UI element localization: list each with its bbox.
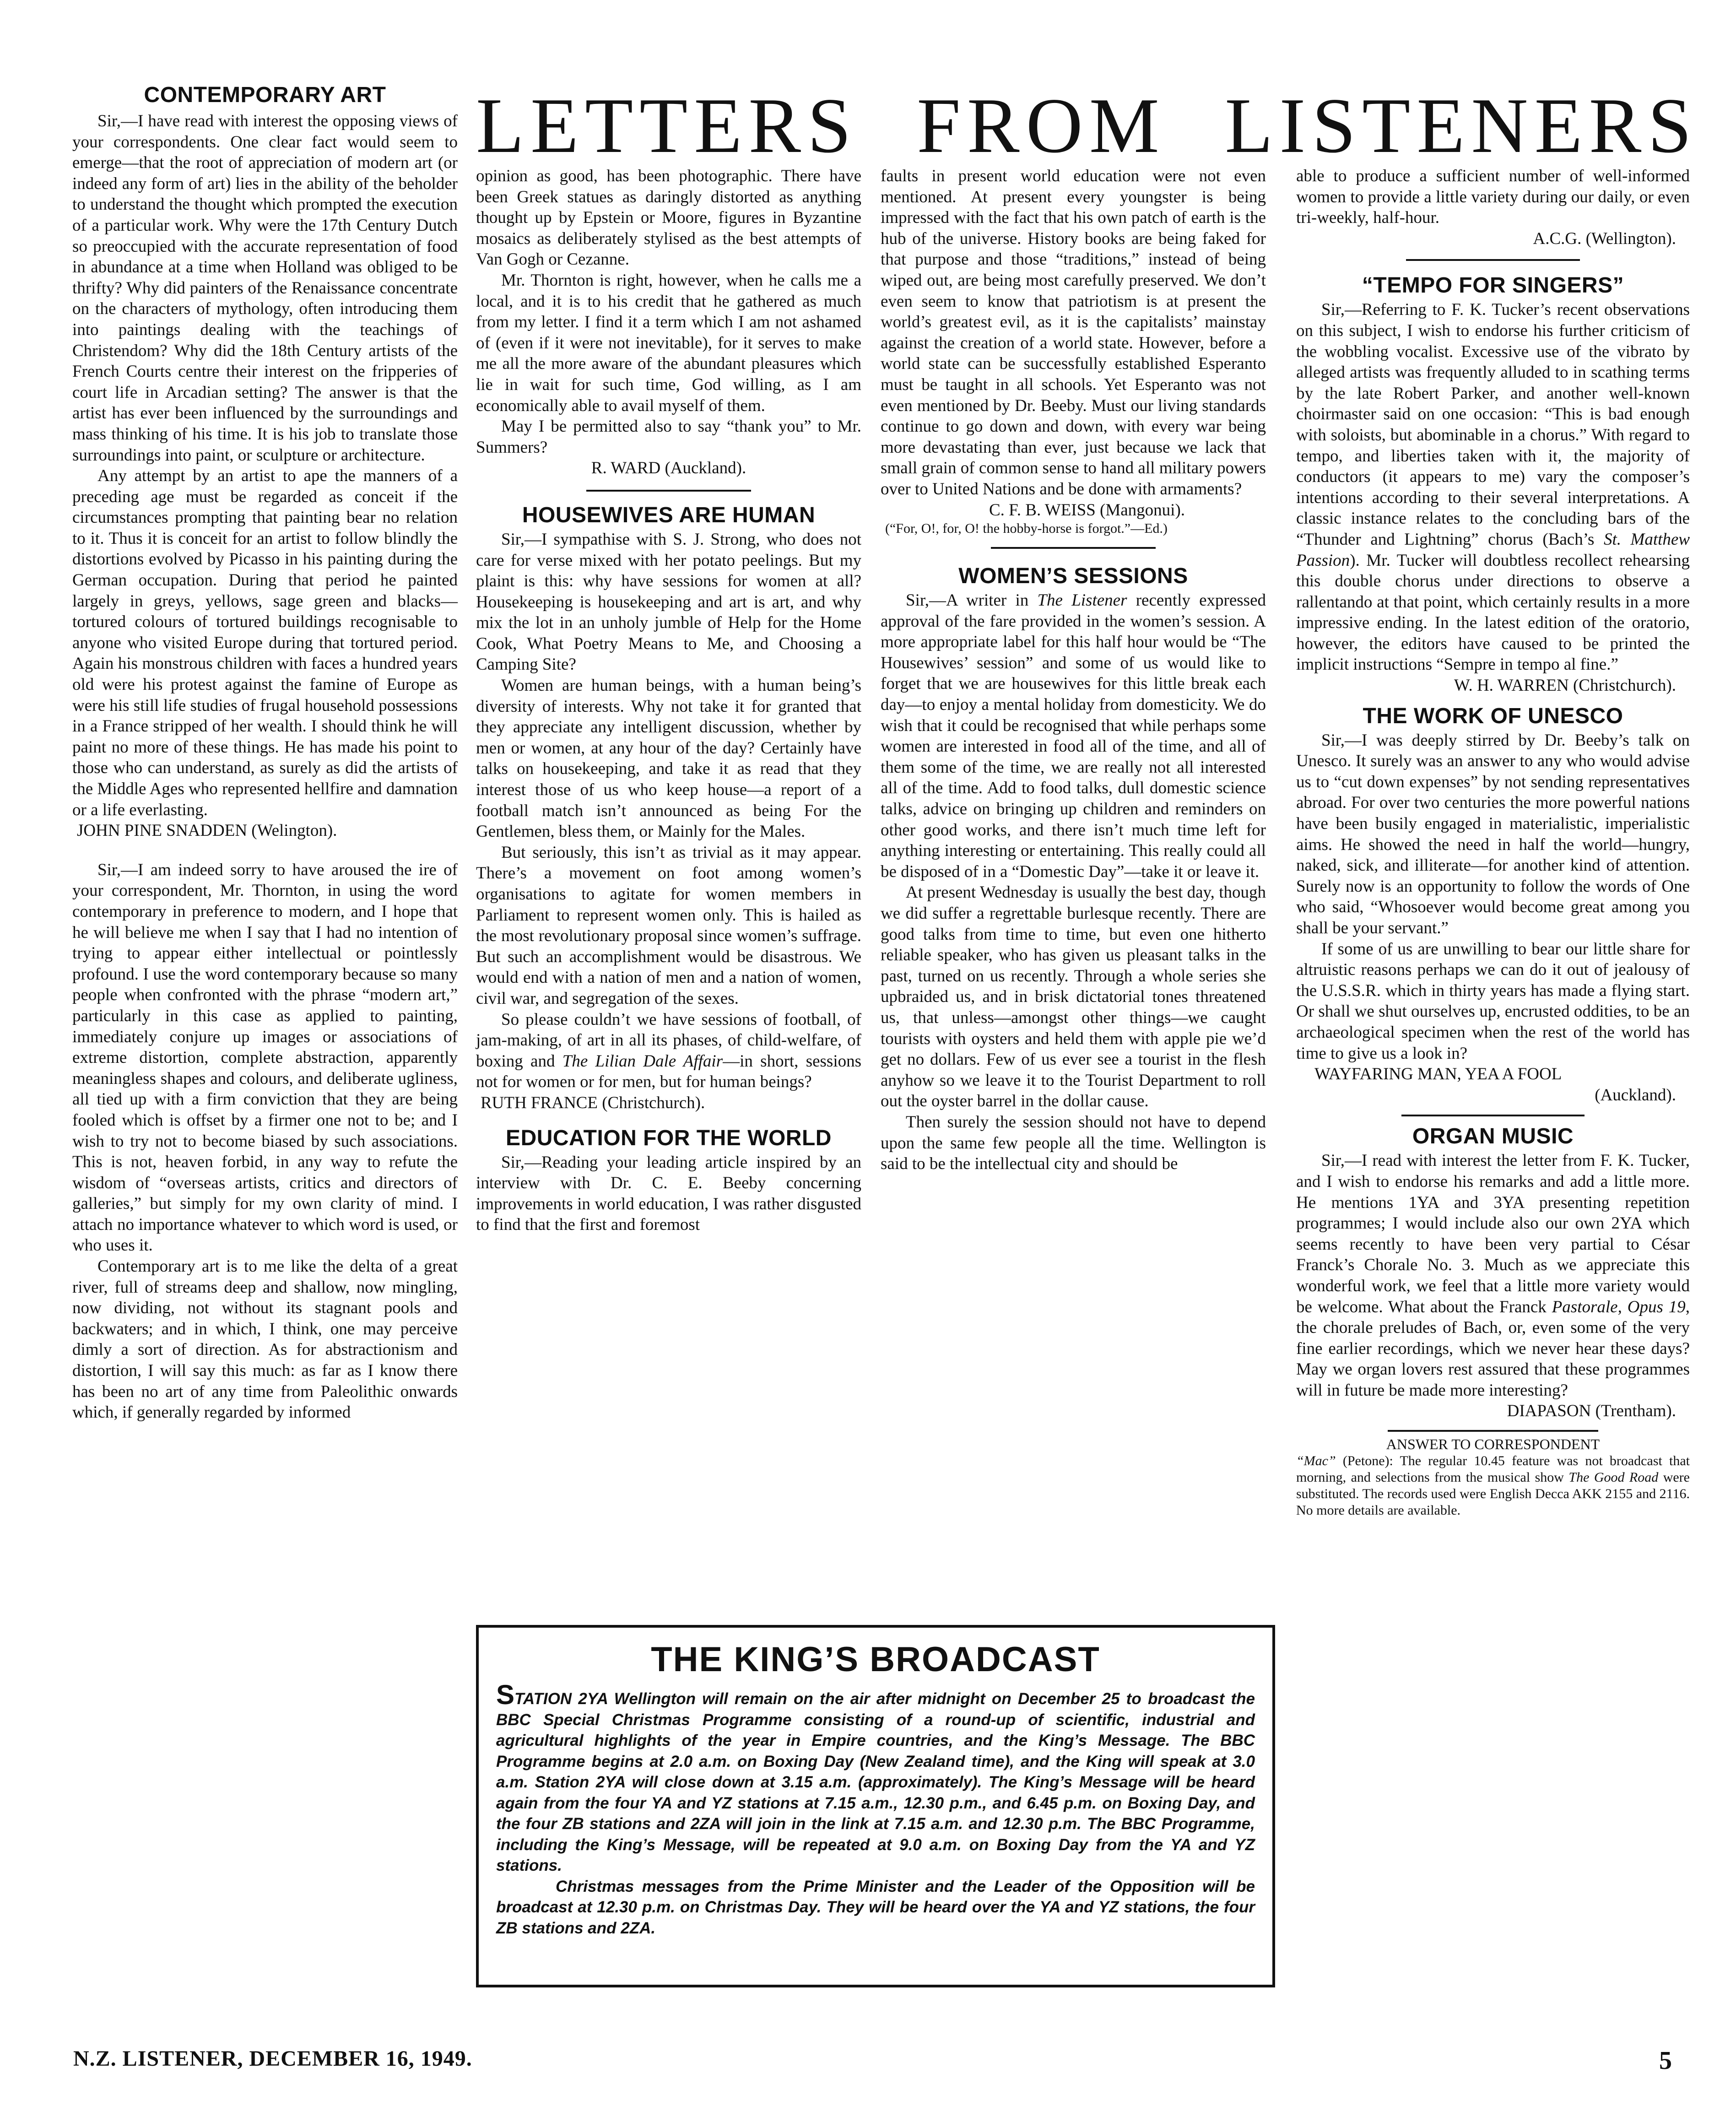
kings-broadcast-paragraph	[496, 1679, 1255, 1876]
kings-broadcast-paragraph: Christmas messages from the Prime Minister and the Leader of the Opposition will be broadcast at 12.30 p.m. on Christmas Day. They will be heard over the YA and YZ stations, the four ZB stations and 2ZA.	[496, 1877, 1255, 1937]
letter-paragraph: Any attempt by an artist to ape the manners of a preceding age must be regarded as conceit if the circumstances prompting that painting bear no relation to it. Thus it is conceit for an artist to follow blindly the distortions evolved by Picasso in his painting during the German occupation. During that period he painted largely in greys, yellows, sage green and blacks—tortured colours of tortured buildings recognisable to anyone who visited Europe during that tortured period. Again his monstrous children with faces a hundred years old were his protest against the famine of Europe as were his still life studies of frugal household possessions in a France stripped of her wealth. I should think he will paint no more of these things. He has made his point to those who can understand, as surely as did the artists of the Middle Ages who represented hellfire and damnation or a life everlasting.	[72, 466, 458, 819]
letter-signature: WAYFARING MAN, YEA A FOOL	[1314, 1065, 1562, 1084]
letter-paragraph: Sir,—Reading your leading article inspired by an interview with Dr. C. E. Beeby concerning improvements in world education, I was rather disgusted to find that the first and foremost	[476, 1153, 861, 1234]
letter-paragraph: At present Wednesday is usually the best day, though we did suffer a regrettable burlesque recently. There are good talks from time to time, but even one hitherto reliable speaker, who has given us pleasant talks in the past, turned on us recently. Through a whole series she upbraided us, and in brisk dictatorial tones threatened us, that unless—amongst other things—we caught tourists with oysters and held them with apple pie we’d get no dollars. Few of us ever see a tourist in the flesh anyhow so we leave it to the Tourist Department to roll out the oyster barrel in the dollar cause.	[881, 883, 1266, 1111]
kings-broadcast-box	[476, 1625, 1275, 1987]
text-run: So please couldn’t we have sessions of football, of jam-making, of art in all its phases, of child-welfare, of boxing and	[476, 1010, 861, 1071]
text-run: Sir,—Referring to F. K. Tucker’s recent observations on this subject, I wish to endorse his further criticism of the wobbling vocalist. Excessive use of the vibrato by alleged artists was frequently alluded to in scathing terms by the late Robert Parker, and another well-known choirmaster said on one occasion: “This is bad enough with soloists, but abominable in a chorus.” With regard to tempo, and liberties taken with it, the majority of conductors (it appears to me) vary the composer’s intentions according to their several interpretations. A classic instance relates to the concluding bars of the “Thunder and Lightning” chorus (Bach’s	[1296, 300, 1690, 549]
editor-note: (“For, O!, for, O! the hobby-horse is forgot.”—Ed.)	[885, 521, 1168, 536]
letter-paragraph: faults in present world education were not even mentioned. At present every youngster is being impressed with the fact that his own patch of earth is the hub of the universe. History books are being faked for that purpose and those “traditions,” instead of being wiped out, are being most carefully preserved. We don’t even seem to know that patriotism is at present the world’s greatest evil, as it is the capitalists’ mainstay against the creation of a world state. However, before a world state can be successfully established Esperanto must be taught in all schools. Yet Esperanto was not even mentioned by Dr. Beeby. Must our living standards continue to go down and down, with every war being more devastating than ever, just because we lack that small grain of common sense to hand all military powers over to United Nations and be done with armaments?	[881, 167, 1266, 498]
column-2	[476, 166, 861, 1235]
italic-title: The Listener	[1037, 591, 1127, 610]
text-run: —in short, sessions not for women or for men, but for human beings?	[476, 1051, 862, 1092]
text-run: TATION 2YA Wellington will remain on the air after midnight on December 25 to broadcast the BBC Special Christmas Programme consisting of a round-up of scientific, industrial and agricultural highlights of the year in Empire countries, and the King’s Message. The BBC Programme begins at 2.0 a.m. on Boxing Day (New Zealand time), and the King will speak at 3.0 a.m. Station 2YA will close down at 3.15 a.m. (approximately). The King’s Message will be heard again from the four YA and YZ stations at 7.15 a.m., 12.30 p.m., and 6.45 p.m. on Boxing Day, and the four ZB stations and 2ZA will join in the link at 7.15 a.m. and 12.30 p.m. The BBC Programme, including the King’s Message, will be repeated at 9.0 a.m. on Boxing Day from the YA and YZ stations.	[496, 1690, 1255, 1874]
kings-broadcast-title: THE KING’S BROADCAST	[651, 1640, 1100, 1679]
letter-paragraph: But seriously, this isn’t as trivial as it may appear. There’s a movement on foot among women’s organisations to agitate for women members in Parliament to represent women only. This is hailed as the most revolutionary proposal since women’s suffrage. But such an accomplishment would be disastrous. We would end with a nation of men and a nation of women, civil war, and segregation of the sexes.	[476, 843, 861, 1008]
letter-paragraph: able to produce a sufficient number of well-informed women to provide a little variety during our daily, or even tri-weekly, half-hour.	[1296, 167, 1690, 227]
letter-signature: RUTH FRANCE (Christchurch).	[481, 1093, 705, 1112]
heading-housewives-are-human: HOUSEWIVES ARE HUMAN	[522, 503, 816, 527]
italic-title: Pastorale, Opus 19	[1552, 1297, 1686, 1316]
letter-paragraph: Sir,—I have read with interest the opposing views of your correspondents. One clear fact would seem to emerge—that the root of appreciation of modern art (or indeed any form of art) lies in the ability of the beholder to understand the thought which prompted the execution of a particular work. Why were the 17th Century Dutch so preoccupied with the accurate representation of food in abundance at a time when Holland was obliged to be thrifty? Why did painters of the Renaissance concentrate on the characters of mythology, often introducing them into paintings dealing with the teachings of Christendom? Why did the 18th Century artists of the French Courts centre their interest on the fripperies of court life in Arcadian setting? The answer is that the artist has ever been influenced by the surroundings and mass thinking of his time. It is his job to translate those surroundings into paint, or sculpture or architecture.	[72, 112, 458, 465]
letter-paragraph: If some of us are unwilling to bear our little share for altruistic reasons perhaps we can do it out of jealousy of the U.S.S.R. which in thirty years has made a flying start. Or shall we shut ourselves up, encrusted oddities, to be an archaeological specimen when the rest of the world has time to give us a look in?	[1296, 939, 1690, 1063]
text-run: Sir,—A writer in	[906, 591, 1038, 610]
letter-paragraph: Contemporary art is to me like the delta of a great river, full of streams deep and shallow, now mingling, now dividing, not without its stagnant pools and backwaters; and in which, I think, one may perceive dimly a sort of direction. As for abstractionism and distortion, I will say this much: as far as I know there has been no art of any time from Paleolithic onwards which, if generally regarded by informed	[72, 1257, 458, 1422]
answer-to-correspondent-title: ANSWER TO CORRESPONDENT	[1386, 1436, 1600, 1453]
page-number: 5	[1659, 2046, 1672, 2075]
drop-cap: S	[496, 1679, 515, 1710]
letter-paragraph: opinion as good, has been photographic. There have been Greek statues as daringly distorted as anything thought up by Epstein or Moore, figures in Byzantine mosaics as deliberately stylised as the best attempts of Van Gogh or Cezanne.	[476, 167, 861, 269]
divider	[586, 490, 751, 492]
letter-paragraph: Mr. Thornton is right, however, when he calls me a local, and it is to his credit that he gathered as much from my letter. I find it a term which I am not ashamed of (even if it were not inevitable), for it serves to make me all the more aware of the abundant pleasures which lie in wait for such time, God willing, as I am economically able to avail myself of them.	[476, 271, 861, 415]
letter-paragraph: Then surely the session should not have to depend upon the same few people all the time. Wellington is said to be the intellectual city and should be	[881, 1112, 1266, 1174]
letter-paragraph: May I be permitted also to say “thank you” to Mr. Summers?	[476, 417, 861, 457]
heading-contemporary-art: CONTEMPORARY ART	[144, 83, 386, 107]
letter-paragraph	[1296, 299, 1690, 675]
letter-paragraph	[881, 590, 1266, 882]
heading-education-for-the-world: EDUCATION FOR THE WORLD	[506, 1126, 832, 1150]
letter-paragraph: Sir,—I am indeed sorry to have aroused the ire of your correspondent, Mr. Thornton, in using the word contemporary in preference to modern, and I hope that he will believe me when I say that I had no intention of trying to appear either intellectual or pointlessly profound. I use the word contemporary because so many people when confronted with the phrase “modern art,” particularly in this case as applied to painting, immediately conjure up images or associations of extreme distortion, complete abstraction, apparently meaningless shapes and colours, and deliberate ugliness, all tied up with a firm conviction that they are being fooled which is offset by a firmer one not to be; and I wish to try not to become biased by such associations. This is not, heaven forbid, in any way to refute the wisdom of “overseas artists, critics and directors of galleries,” but simply for my own clarity of mind. I attach no importance whatever to which word is used, or who uses it.	[72, 860, 458, 1255]
page-banner-title	[476, 82, 1698, 169]
letter-signature: C. F. B. WEISS (Mangonui).	[989, 500, 1185, 520]
divider	[1401, 1115, 1585, 1116]
text-run: Sir,—I read with interest the letter from F. K. Tucker, and I wish to endorse his remarks and add a little more. He mentions 1YA and 3YA presenting repetition programmes; I would include also our own 2YA which seems recently to have been very partial to César Franck’s Chorale No. 3. Much as we appreciate this wonderful work, we feel that a little more variety would be welcome. What about the Franck	[1296, 1151, 1690, 1316]
banner-word-3: LISTENERS	[1225, 82, 1698, 169]
letter-signature: A.C.G. (Wellington).	[1533, 229, 1676, 248]
letter-paragraph	[476, 1009, 861, 1093]
divider	[1388, 1430, 1598, 1432]
heading-organ-music: ORGAN MUSIC	[1412, 1124, 1574, 1149]
divider	[991, 547, 1156, 549]
letter-signature-place: (Auckland).	[1595, 1085, 1676, 1104]
italic-title: St. Matthew Passion	[1296, 530, 1690, 570]
heading-womens-sessions: WOMEN’S SESSIONS	[958, 564, 1188, 589]
column-1	[72, 81, 458, 1423]
letter-signature: W. H. WARREN (Christchurch).	[1454, 676, 1676, 695]
column-3	[881, 166, 1266, 1175]
banner-word-1: LETTERS	[476, 82, 858, 169]
italic-title: The Lilian Dale Affair	[562, 1051, 723, 1071]
text-run: ). Mr. Tucker will doubtless recollect rehearsing this double chorus under directions to observe a rallentando at that point, which certainly results in a more impressive ending. In the latest edition of the oratorio, however, the editors have caused to be printed the implicit instructions “Sempre in tempo al fine.”	[1296, 551, 1690, 674]
text-run: (Petone): The regular 10.45 feature was not broadcast that morning, and selections from the musical show	[1296, 1453, 1690, 1485]
letter-signature: JOHN PINE SNADDEN (Welington).	[77, 821, 337, 840]
italic-title: The Good Road	[1568, 1470, 1659, 1485]
text-run: were substituted. The records used were English Decca AKK 2155 and 2116. No more details are available.	[1296, 1470, 1690, 1518]
heading-tempo-for-singers: “TEMPO FOR SINGERS”	[1362, 273, 1624, 298]
letter-signature: DIAPASON (Trentham).	[1507, 1402, 1676, 1421]
correspondent-name: “Mac”	[1296, 1453, 1336, 1469]
answer-to-correspondent-text	[1296, 1453, 1690, 1519]
text-run: recently expressed approval of the fare provided in the women’s session. A more appropriate label for this half hour would be “The Housewives’ session” and some of us would like to forget that we are housewives for this little break each day—to enjoy a mental holiday from domesticity. We do wish that it could be recognised that while perhaps some women are interested in food all of the time, and all of them some of the time, we are really not all interested all of the time. Add to food talks, dull domestic science talks, advice on bringing up children and reminders on other good works, and there isn’t much time left for anything interesting or entertaining. This really could all be disposed of in a “Domestic Day”—take it or leave it.	[881, 591, 1266, 881]
letter-paragraph: Women are human beings, with a human being’s diversity of interests. Why not take it for granted that they appreciate any intelligent discussion, whether by men or women, at any hour of the day? Certainly have talks on housekeeping, and take it as read that they interest those of us who keep house—a report of a football match isn’t announced as being For the Gentlemen, bless them, or Mainly for the Males.	[476, 676, 861, 841]
divider	[1406, 259, 1580, 261]
letter-paragraph: Sir,—I sympathise with S. J. Strong, who does not care for verse mixed with her potato peelings. But my plaint is this: why have sessions for women at all? Housekeeping is housekeeping and art is art, and why mix the lot in an unholy jumble of Help for the Home Cook, What Poetry Means to Me, and Choosing a Camping Site?	[476, 530, 861, 674]
issue-footer: N.Z. LISTENER, DECEMBER 16, 1949.	[73, 2046, 472, 2071]
column-4	[1296, 166, 1690, 1519]
letter-paragraph	[1296, 1150, 1690, 1401]
letter-paragraph: Sir,—I was deeply stirred by Dr. Beeby’s talk on Unesco. It surely was an answer to any who would advise us to “cut down expenses” by not sending representatives abroad. For over two centuries the more powerful nations have been busily engaged in materialistic, imperialistic aims. He showed the need in half the world—hungry, naked, sick, and illiterate—for another kind of attention. Surely now is an opportunity to follow the words of One who said, “Whosoever would become great among you shall be your servant.”	[1296, 731, 1690, 937]
text-run: , the chorale preludes of Bach, or, even some of the very fine earlier recordings, which we never hear these days? May we organ lovers rest assured that these programmes will in future be made more interesting?	[1296, 1297, 1690, 1400]
letter-signature: R. WARD (Auckland).	[591, 459, 746, 478]
banner-word-2: FROM	[917, 82, 1166, 169]
heading-the-work-of-unesco: THE WORK OF UNESCO	[1363, 704, 1623, 728]
